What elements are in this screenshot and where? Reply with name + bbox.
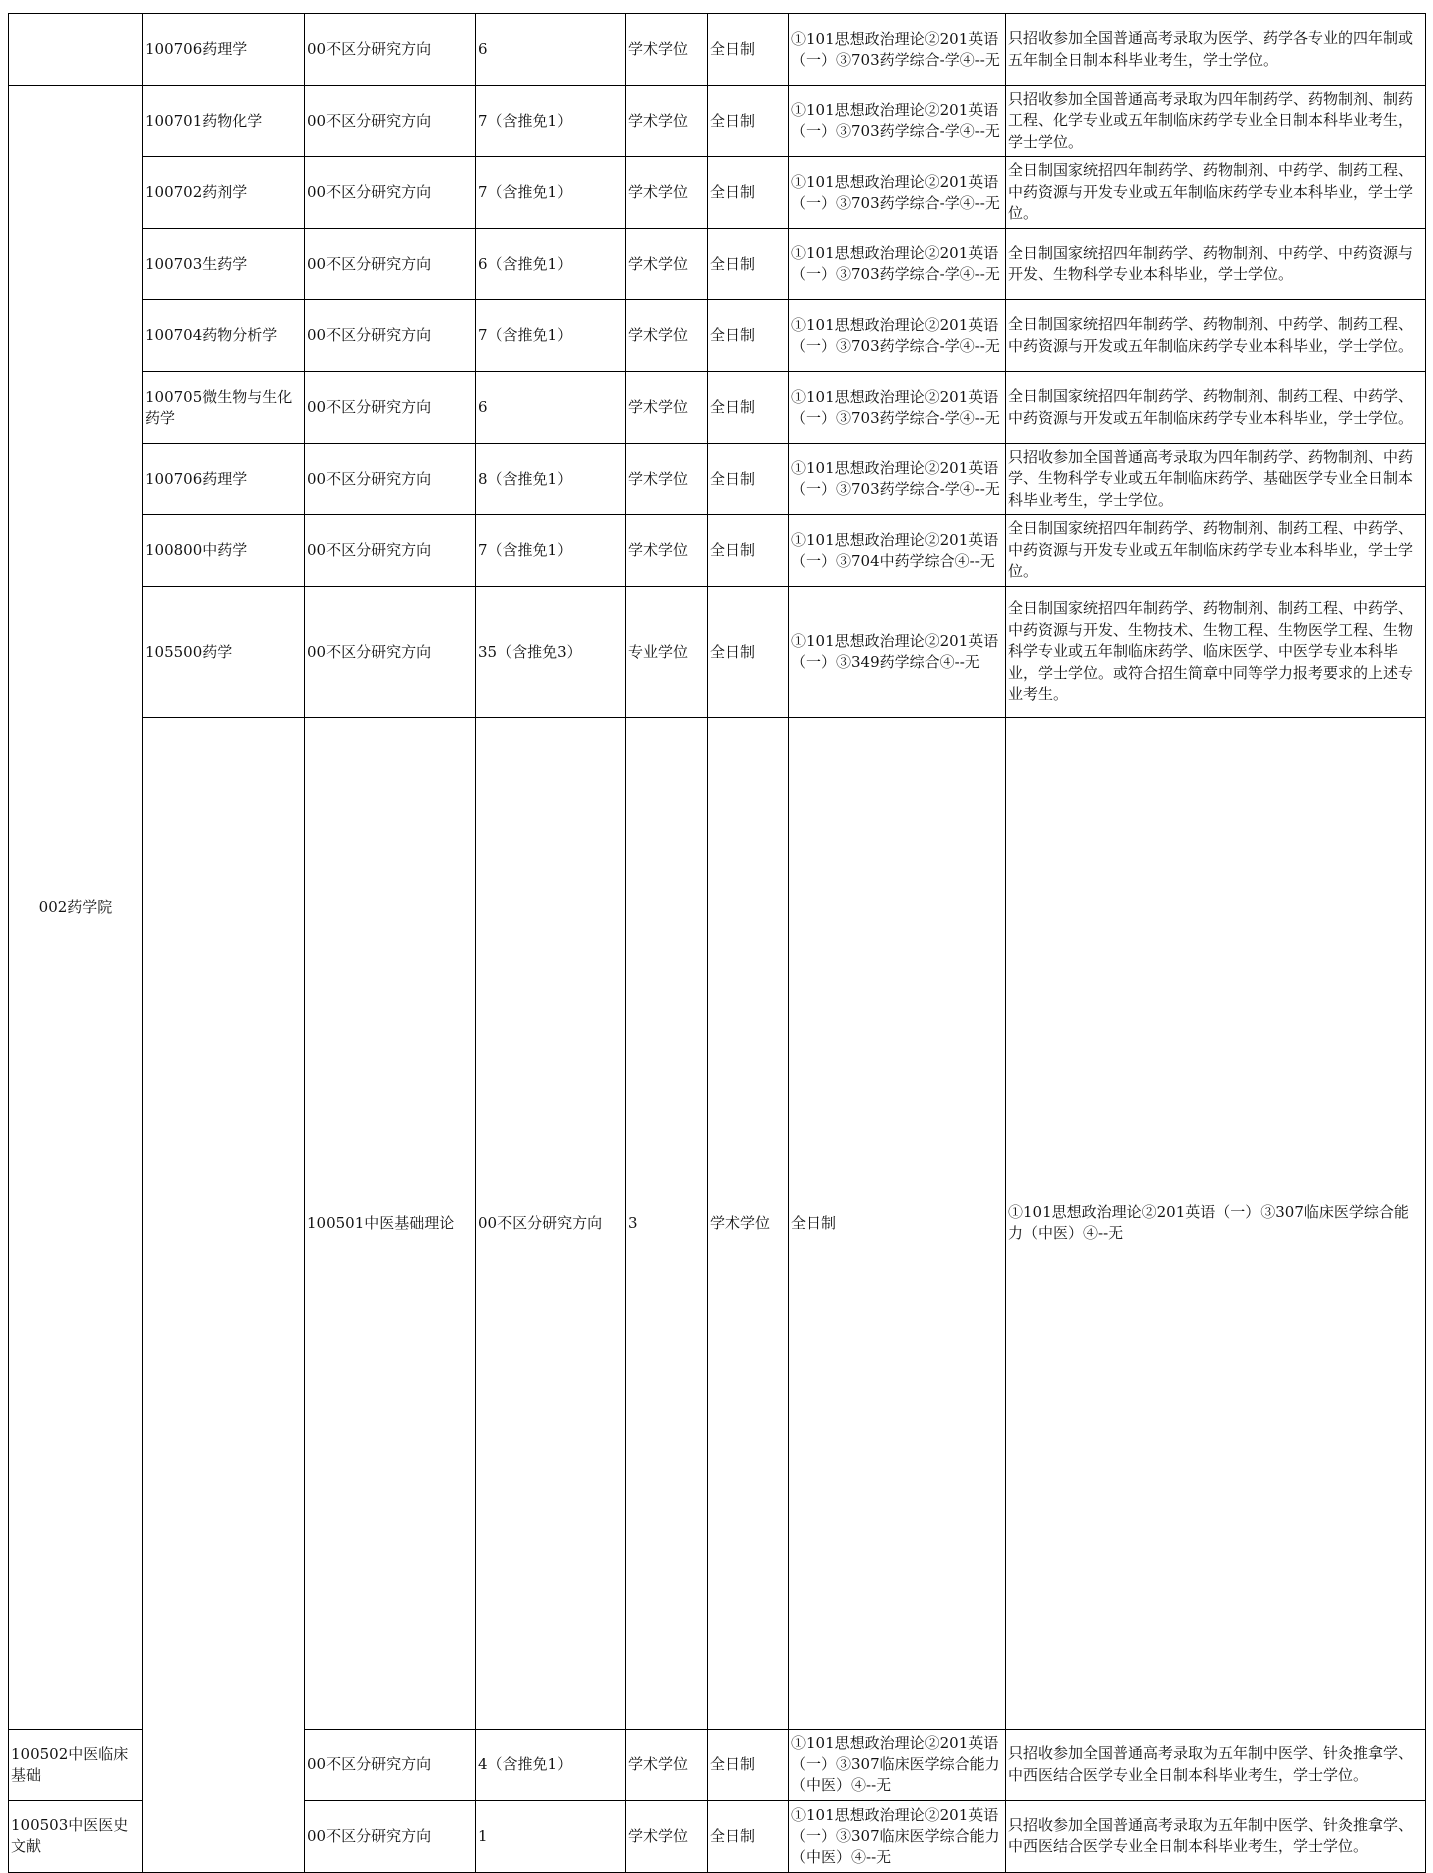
requirements-cell: 只招收参加全国普通高考录取为五年制中医学、针灸推拿学、中西医结合医学专业全日制本科毕业考生，学士学位。 [1006,1800,1426,1872]
study-mode-cell: 全日制 [708,157,789,229]
quota-cell: 7（含推免1） [476,515,626,587]
department-cell [143,718,305,1873]
requirements-cell: 只招收参加全国普通高考录取为四年制药学、药物制剂、中药学、生物科学专业或五年制临床药学、基础医学专业全日制本科毕业考生，学士学位。 [1006,444,1426,515]
department-cell [9,14,143,86]
study-mode-cell: 全日制 [708,444,789,515]
exam-subjects-cell: ①101思想政治理论②201英语（一）③703药学综合-学④--无 [789,444,1006,515]
table-row [9,229,1426,300]
requirements-cell: 全日制国家统招四年制药学、药物制剂、中药学、制药工程、中药资源与开发或五年制临床药学专业本科毕业，学士学位。 [1006,300,1426,372]
table-row [9,444,1426,515]
degree-type-cell: 学术学位 [626,444,708,515]
exam-subjects-cell: ①101思想政治理论②201英语（一）③703药学综合-学④--无 [789,14,1006,86]
major-cell: 100705微生物与生化药学 [143,372,305,444]
degree-type-cell: 学术学位 [708,718,789,1730]
quota-cell: 6 [476,14,626,86]
direction-cell: 00不区分研究方向 [305,1800,476,1872]
direction-cell: 00不区分研究方向 [305,515,476,587]
degree-type-cell: 学术学位 [626,86,708,157]
table-row [9,718,1426,1730]
exam-subjects-cell: ①101思想政治理论②201英语（一）③349药学综合④--无 [789,587,1006,718]
study-mode-cell: 全日制 [708,229,789,300]
requirements-cell: 全日制国家统招四年制药学、药物制剂、制药工程、中药学、中药资源与开发专业或五年制临床药学专业本科毕业，学士学位。 [1006,515,1426,587]
exam-subjects-cell: ①101思想政治理论②201英语（一）③703药学综合-学④--无 [789,372,1006,444]
quota-cell: 7（含推免1） [476,86,626,157]
exam-subjects-cell: ①101思想政治理论②201英语（一）③704中药学综合④--无 [789,515,1006,587]
requirements-cell: 只招收参加全国普通高考录取为五年制中医学、针灸推拿学、中西医结合医学专业全日制本科毕业考生，学士学位。 [1006,1729,1426,1800]
study-mode-cell: 全日制 [708,1800,789,1872]
degree-type-cell: 学术学位 [626,157,708,229]
direction-cell: 00不区分研究方向 [305,372,476,444]
degree-type-cell: 学术学位 [626,300,708,372]
major-cell: 100701药物化学 [143,86,305,157]
exam-subjects-cell: ①101思想政治理论②201英语（一）③703药学综合-学④--无 [789,229,1006,300]
major-cell: 100502中医临床基础 [9,1729,143,1800]
direction-cell: 00不区分研究方向 [305,444,476,515]
exam-subjects-cell: ①101思想政治理论②201英语（一）③703药学综合-学④--无 [789,300,1006,372]
exam-subjects-cell: ①101思想政治理论②201英语（一）③307临床医学综合能力（中医）④--无 [789,1729,1006,1800]
major-cell: 100503中医医史文献 [9,1800,143,1872]
quota-cell: 8（含推免1） [476,444,626,515]
requirements-cell: 只招收参加全国普通高考录取为四年制药学、药物制剂、制药工程、化学专业或五年制临床药学专业全日制本科毕业考生，学士学位。 [1006,86,1426,157]
direction-cell: 00不区分研究方向 [305,229,476,300]
degree-type-cell: 学术学位 [626,14,708,86]
study-mode-cell: 全日制 [708,587,789,718]
quota-cell: 7（含推免1） [476,300,626,372]
quota-cell: 35（含推免3） [476,587,626,718]
major-cell: 100706药理学 [143,14,305,86]
direction-cell: 00不区分研究方向 [305,14,476,86]
table-row [9,515,1426,587]
study-mode-cell: 全日制 [708,372,789,444]
quota-cell: 4（含推免1） [476,1729,626,1800]
table-row [9,372,1426,444]
direction-cell: 00不区分研究方向 [476,718,626,1730]
major-cell: 100501中医基础理论 [305,718,476,1730]
department-cell: 002药学院 [9,86,143,1730]
direction-cell: 00不区分研究方向 [305,157,476,229]
quota-cell: 1 [476,1800,626,1872]
table-row [9,300,1426,372]
major-cell: 105500药学 [143,587,305,718]
degree-type-cell: 学术学位 [626,1800,708,1872]
exam-subjects-cell: ①101思想政治理论②201英语（一）③307临床医学综合能力（中医）④--无 [1006,718,1426,1730]
quota-cell: 3 [626,718,708,1730]
degree-type-cell: 学术学位 [626,372,708,444]
major-cell: 100706药理学 [143,444,305,515]
requirements-cell: 全日制国家统招四年制药学、药物制剂、中药学、制药工程、中药资源与开发专业或五年制临床药学专业本科毕业，学士学位。 [1006,157,1426,229]
study-mode-cell: 全日制 [708,515,789,587]
major-cell: 100800中药学 [143,515,305,587]
requirements-cell: 只招收参加全国普通高考录取为医学、药学各专业的四年制或五年制全日制本科毕业考生，学士学位。 [1006,14,1426,86]
study-mode-cell: 全日制 [708,1729,789,1800]
direction-cell: 00不区分研究方向 [305,300,476,372]
major-cell: 100702药剂学 [143,157,305,229]
study-mode-cell: 全日制 [789,718,1006,1730]
study-mode-cell: 全日制 [708,300,789,372]
quota-cell: 7（含推免1） [476,157,626,229]
quota-cell: 6 [476,372,626,444]
direction-cell: 00不区分研究方向 [305,1729,476,1800]
major-cell: 100703生药学 [143,229,305,300]
major-cell: 100704药物分析学 [143,300,305,372]
study-mode-cell: 全日制 [708,86,789,157]
study-mode-cell: 全日制 [708,14,789,86]
direction-cell: 00不区分研究方向 [305,86,476,157]
table-row [9,157,1426,229]
degree-type-cell: 学术学位 [626,229,708,300]
requirements-cell: 全日制国家统招四年制药学、药物制剂、中药学、中药资源与开发、生物科学专业本科毕业，学士学位。 [1006,229,1426,300]
quota-cell: 6（含推免1） [476,229,626,300]
requirements-cell: 全日制国家统招四年制药学、药物制剂、制药工程、中药学、中药资源与开发或五年制临床药学专业本科毕业，学士学位。 [1006,372,1426,444]
requirements-cell: 全日制国家统招四年制药学、药物制剂、制药工程、中药学、中药资源与开发、生物技术、生物工程、生物医学工程、生物科学专业或五年制临床药学、临床医学、中医学专业本科毕业，学士学位。或符合招生简章中同等学力报考要求的上述专业考生。 [1006,587,1426,718]
exam-subjects-cell: ①101思想政治理论②201英语（一）③307临床医学综合能力（中医）④--无 [789,1800,1006,1872]
direction-cell: 00不区分研究方向 [305,587,476,718]
table-row [9,14,1426,86]
exam-subjects-cell: ①101思想政治理论②201英语（一）③703药学综合-学④--无 [789,157,1006,229]
admissions-table [8,13,1426,1873]
degree-type-cell: 学术学位 [626,515,708,587]
exam-subjects-cell: ①101思想政治理论②201英语（一）③703药学综合-学④--无 [789,86,1006,157]
table-row [9,86,1426,157]
table-row [9,587,1426,718]
degree-type-cell: 专业学位 [626,587,708,718]
degree-type-cell: 学术学位 [626,1729,708,1800]
